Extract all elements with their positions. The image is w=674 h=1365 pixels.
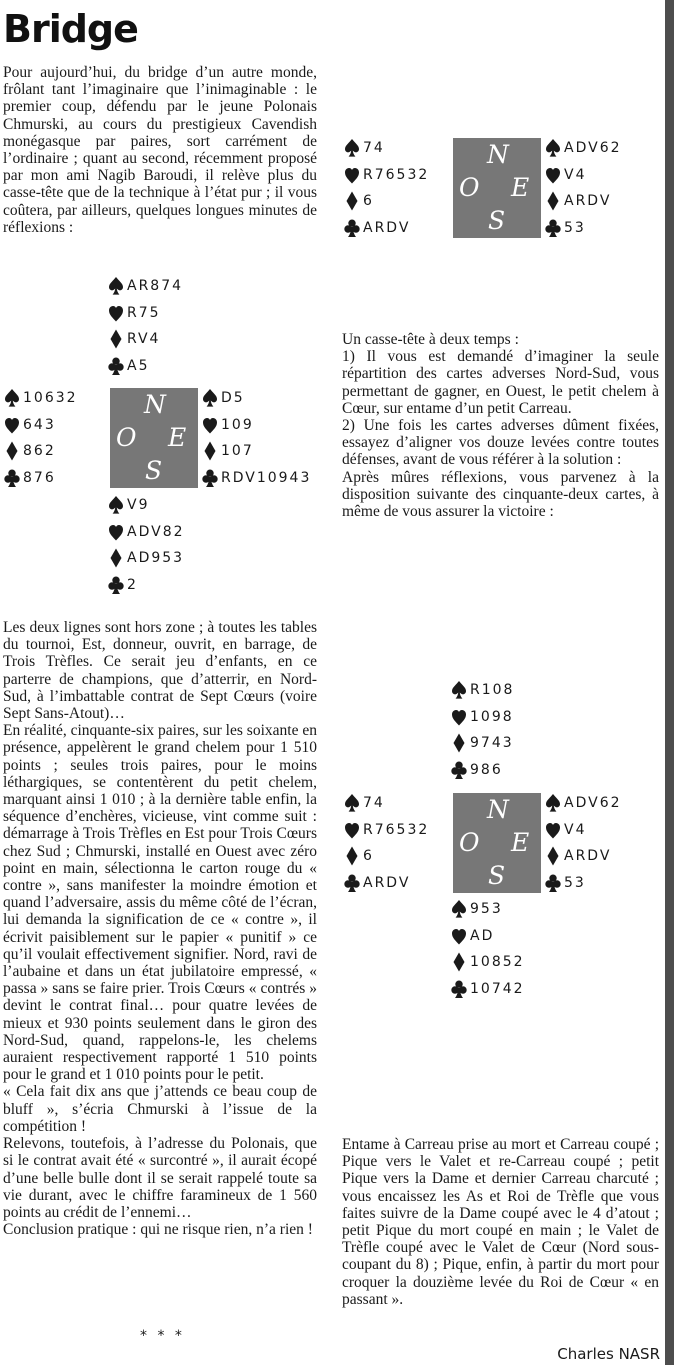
hearts-cards: V4 xyxy=(564,166,587,183)
diamond-icon xyxy=(545,846,561,866)
hearts-row xyxy=(545,162,622,189)
hearts-cards: V4 xyxy=(564,821,587,838)
clubs-row xyxy=(545,870,622,897)
compass-north: N xyxy=(487,795,509,824)
spades-cards: D5 xyxy=(221,390,245,407)
heart-icon xyxy=(344,820,360,840)
diamond-icon xyxy=(108,329,124,349)
hearts-cards: 1098 xyxy=(470,708,514,725)
diamonds-row xyxy=(108,326,183,353)
club-icon xyxy=(202,468,218,488)
clubs-row xyxy=(545,215,622,242)
diamonds-cards: 9743 xyxy=(470,735,514,752)
puzzle-paragraph: 1) Il vous est demandé d’imaginer la seule répartition des cartes adverses Nord-Sud, vous permettant de gagner, en Ouest, le petit chelem à Cœur, sur entame d’un petit Carreau. xyxy=(342,348,659,417)
diamond-icon xyxy=(4,441,20,461)
heart-icon xyxy=(344,165,360,185)
spades-row xyxy=(545,135,622,162)
deal3-north-hand xyxy=(451,677,514,783)
story-paragraph: Relevons, toutefois, à l’adresse du Polonais, que si le contrat avait été « surcontré », il aurait écopé d’une belle bulle dont il se serait rappelé toute sa vie durant, avec le chiffre faramineux de 1 560 points au crédit de l’ennemi… xyxy=(3,1135,317,1221)
spades-cards: 74 xyxy=(363,140,385,157)
spades-row xyxy=(4,385,78,412)
club-icon xyxy=(4,468,20,488)
clubs-cards: 10742 xyxy=(470,980,525,997)
club-icon xyxy=(451,979,467,999)
club-icon xyxy=(344,218,360,238)
clubs-row xyxy=(451,976,525,1003)
diamond-icon xyxy=(108,548,124,568)
diamonds-cards: 6 xyxy=(363,848,374,865)
intro-paragraph xyxy=(3,64,317,236)
spades-row xyxy=(451,677,514,704)
club-icon xyxy=(451,760,467,780)
diamonds-cards: 107 xyxy=(221,443,254,460)
hearts-row xyxy=(451,923,525,950)
puzzle-paragraph: 2) Une fois les cartes adverses dûment fixées, essayez d’aligner vos douze levées contre toutes défenses, avant de vous référer à la solution : xyxy=(342,417,659,469)
heart-icon xyxy=(451,707,467,727)
club-icon xyxy=(545,218,561,238)
deal3-east-hand xyxy=(545,790,622,896)
diamonds-row xyxy=(545,843,622,870)
story-paragraph: Les deux lignes sont hors zone ; à toutes les tables du tournoi, Est, donneur, ouvrit, en barrage, de Trois Trèfles. Ce serait jeu d’enfants, en ce parterre de champions, que d’atterrir, en Nord-Sud, à l’imbattable contrat de Sept Cœurs (voire Sept Sans-Atout)… xyxy=(3,619,317,723)
story-text xyxy=(3,619,317,1238)
diamonds-row xyxy=(545,188,622,215)
spades-cards: 953 xyxy=(470,901,503,918)
heart-icon xyxy=(108,522,124,542)
spades-cards: R108 xyxy=(470,682,515,699)
hearts-row xyxy=(344,162,429,189)
clubs-row xyxy=(108,572,185,599)
hearts-row xyxy=(4,412,78,439)
heart-icon xyxy=(545,820,561,840)
spades-cards: 74 xyxy=(363,795,385,812)
spade-icon xyxy=(545,138,561,158)
diamonds-cards: ARDV xyxy=(564,848,612,865)
spade-icon xyxy=(451,680,467,700)
spades-row xyxy=(451,896,525,923)
diamonds-cards: ARDV xyxy=(564,193,612,210)
spades-row xyxy=(108,273,183,300)
deal3-west-hand xyxy=(344,790,429,896)
heart-icon xyxy=(108,303,124,323)
hearts-row xyxy=(202,412,311,439)
puzzle-paragraph: Un casse-tête à deux temps : xyxy=(342,331,519,348)
deal1-east-hand xyxy=(202,385,311,491)
clubs-row xyxy=(4,465,78,492)
compass-west: O xyxy=(459,828,480,857)
heart-icon xyxy=(4,415,20,435)
diamond-icon xyxy=(344,846,360,866)
page-title: Bridge xyxy=(3,7,138,51)
diamonds-row xyxy=(451,730,514,757)
story-paragraph: En réalité, cinquante-six paires, sur les soixante en présence, appelèrent le grand chelem pour 1 510 points ; seules trois paires, pour le moins léthargiques, se contentèrent du petit chelem, marquant ainsi 1 010 ; à la dernière table enfin, la séquence d’enchères, vicieuse, vint comme suit : démarrage à Trois Trèfles en Est pour Trois Cœurs chez Sud ; Chmurski, installé en Ouest avec zéro point en main, sélectionna le carton rouge du « contre », sans manifester la moindre émotion et quand l’adversaire, assis du même côté de l’écran, lui demanda la signification de ce « contre », il écrivit paisiblement sur le papier « punitif » ce qu’il voulait effectivement signifier. Nord, ravi de l’aubaine et dans un état jubilatoire empressé, « passa » sans se faire prier. Trois Cœurs « contrés » devint le contrat final… pour quatre levées de mieux et 930 points seulement dans le giron des Nord-Sud, quand, rappelons-le, les chelems auraient respectivement rapporté 1 510 points pour le grand et 1 010 points pour le petit. xyxy=(3,722,317,1084)
clubs-row xyxy=(108,353,183,380)
heart-icon xyxy=(545,165,561,185)
deal1-south-hand xyxy=(108,492,185,598)
spades-row xyxy=(545,790,622,817)
spade-icon xyxy=(108,495,124,515)
clubs-cards: 876 xyxy=(23,469,56,486)
diamonds-row xyxy=(344,843,429,870)
hearts-cards: ADV82 xyxy=(127,523,185,540)
clubs-cards: ARDV xyxy=(363,219,411,236)
hearts-row xyxy=(108,519,185,546)
spades-cards: V9 xyxy=(127,497,150,514)
spades-cards: ADV62 xyxy=(564,795,622,812)
separator: * * * xyxy=(140,1328,185,1344)
spades-row xyxy=(202,385,311,412)
diamonds-cards: 6 xyxy=(363,193,374,210)
compass-south: S xyxy=(488,206,506,235)
deal2-east-hand xyxy=(545,135,622,241)
solution-text xyxy=(342,1136,659,1308)
compass-north: N xyxy=(144,390,166,419)
hearts-cards: R75 xyxy=(127,304,161,321)
spade-icon xyxy=(545,793,561,813)
spades-cards: ADV62 xyxy=(564,140,622,157)
diamonds-row xyxy=(4,438,78,465)
spade-icon xyxy=(4,388,20,408)
spades-cards: AR874 xyxy=(127,278,184,295)
story-paragraph: Conclusion pratique : qui ne risque rien, n’a rien ! xyxy=(3,1221,313,1239)
compass-west: O xyxy=(459,173,480,202)
clubs-cards: ARDV xyxy=(363,874,411,891)
diamond-icon xyxy=(202,441,218,461)
compass-east: E xyxy=(168,423,187,452)
club-icon xyxy=(545,873,561,893)
diamonds-row xyxy=(202,438,311,465)
column-rule xyxy=(665,0,674,1365)
story-paragraph: « Cela fait dix ans que j’attends ce beau coup de bluff », s’écria Chmurski à l’issue de la compétition ! xyxy=(3,1083,317,1135)
deal3-south-hand xyxy=(451,896,525,1002)
spade-icon xyxy=(344,793,360,813)
diamonds-cards: RV4 xyxy=(127,331,161,348)
deal2-compass xyxy=(453,138,541,238)
clubs-row xyxy=(451,757,514,784)
compass-north: N xyxy=(487,140,509,169)
compass-east: E xyxy=(511,173,530,202)
heart-icon xyxy=(451,926,467,946)
deal1-west-hand xyxy=(4,385,78,491)
clubs-row xyxy=(344,215,429,242)
diamonds-cards: 862 xyxy=(23,443,56,460)
deal3-compass xyxy=(453,793,541,893)
spade-icon xyxy=(108,276,124,296)
club-icon xyxy=(108,356,124,376)
clubs-cards: 53 xyxy=(564,219,586,236)
clubs-row xyxy=(344,870,429,897)
diamond-icon xyxy=(451,952,467,972)
spade-icon xyxy=(451,899,467,919)
spades-row xyxy=(108,492,185,519)
spades-row xyxy=(344,135,429,162)
clubs-cards: 2 xyxy=(127,576,138,593)
hearts-row xyxy=(108,300,183,327)
hearts-cards: R76532 xyxy=(363,166,430,183)
spades-row xyxy=(344,790,429,817)
spade-icon xyxy=(344,138,360,158)
clubs-cards: 986 xyxy=(470,761,503,778)
diamond-icon xyxy=(451,733,467,753)
hearts-cards: 643 xyxy=(23,416,56,433)
deal2-west-hand xyxy=(344,135,429,241)
club-icon xyxy=(344,873,360,893)
diamond-icon xyxy=(545,191,561,211)
deal1-north-hand xyxy=(108,273,183,379)
hearts-row xyxy=(344,817,429,844)
solution-paragraph: Entame à Carreau prise au mort et Carreau coupé ; Pique vers le Valet et re-Carreau coupé ; petit Pique vers la Dame et dernier Carreau charcuté ; vous encaissez les As et Roi de Trèfle que vous faites suivre de la Dame coupé avec le 4 d’atout ; petit Pique du mort coupé en main ; le Valet de Trèfle coupé avec le Valet de Cœur (Nord sous-coupant du 8) ; Pique, enfin, à partir du mort pour croquer la douzième levée du Roi de Cœur « en passant ». xyxy=(342,1136,659,1308)
club-icon xyxy=(108,575,124,595)
spade-icon xyxy=(202,388,218,408)
author-signature: Charles NASR xyxy=(557,1345,660,1363)
puzzle-paragraph: Après mûres réflexions, vous parvenez à la disposition suivante des cinquante-deux cartes, à même de vous assurer la victoire : xyxy=(342,468,659,521)
puzzle-text xyxy=(342,331,659,520)
intro-text: Pour aujourd’hui, du bridge d’un autre monde, frôlant tant l’imaginaire que l’inimaginable : le premier coup, défendu par le jeune Polonais Chmurski, au cours du prestigieux Cavendish monégasque par paires, sort carrément de l’ordinaire ; quant au second, récemment proposé par mon ami Nagib Baroudi, il relève plus du casse-tête que de la technique à l’état pur ; il vous coûtera, par ailleurs, quelques longues minutes de réflexions : xyxy=(3,64,317,236)
heart-icon xyxy=(202,415,218,435)
diamonds-cards: 10852 xyxy=(470,954,525,971)
clubs-cards: 53 xyxy=(564,874,586,891)
compass-west: O xyxy=(116,423,137,452)
hearts-cards: 109 xyxy=(221,416,254,433)
compass-east: E xyxy=(511,828,530,857)
hearts-row xyxy=(451,704,514,731)
clubs-cards: A5 xyxy=(127,357,150,374)
diamond-icon xyxy=(344,191,360,211)
deal1-compass xyxy=(110,388,198,488)
diamonds-row xyxy=(344,188,429,215)
hearts-cards: R76532 xyxy=(363,821,430,838)
clubs-cards: RDV10943 xyxy=(221,469,312,486)
spades-cards: 10632 xyxy=(23,390,78,407)
hearts-row xyxy=(545,817,622,844)
diamonds-row xyxy=(108,545,185,572)
clubs-row xyxy=(202,465,311,492)
diamonds-cards: AD953 xyxy=(127,550,185,567)
diamonds-row xyxy=(451,949,525,976)
compass-south: S xyxy=(145,456,163,485)
compass-south: S xyxy=(488,861,506,890)
hearts-cards: AD xyxy=(470,927,495,944)
